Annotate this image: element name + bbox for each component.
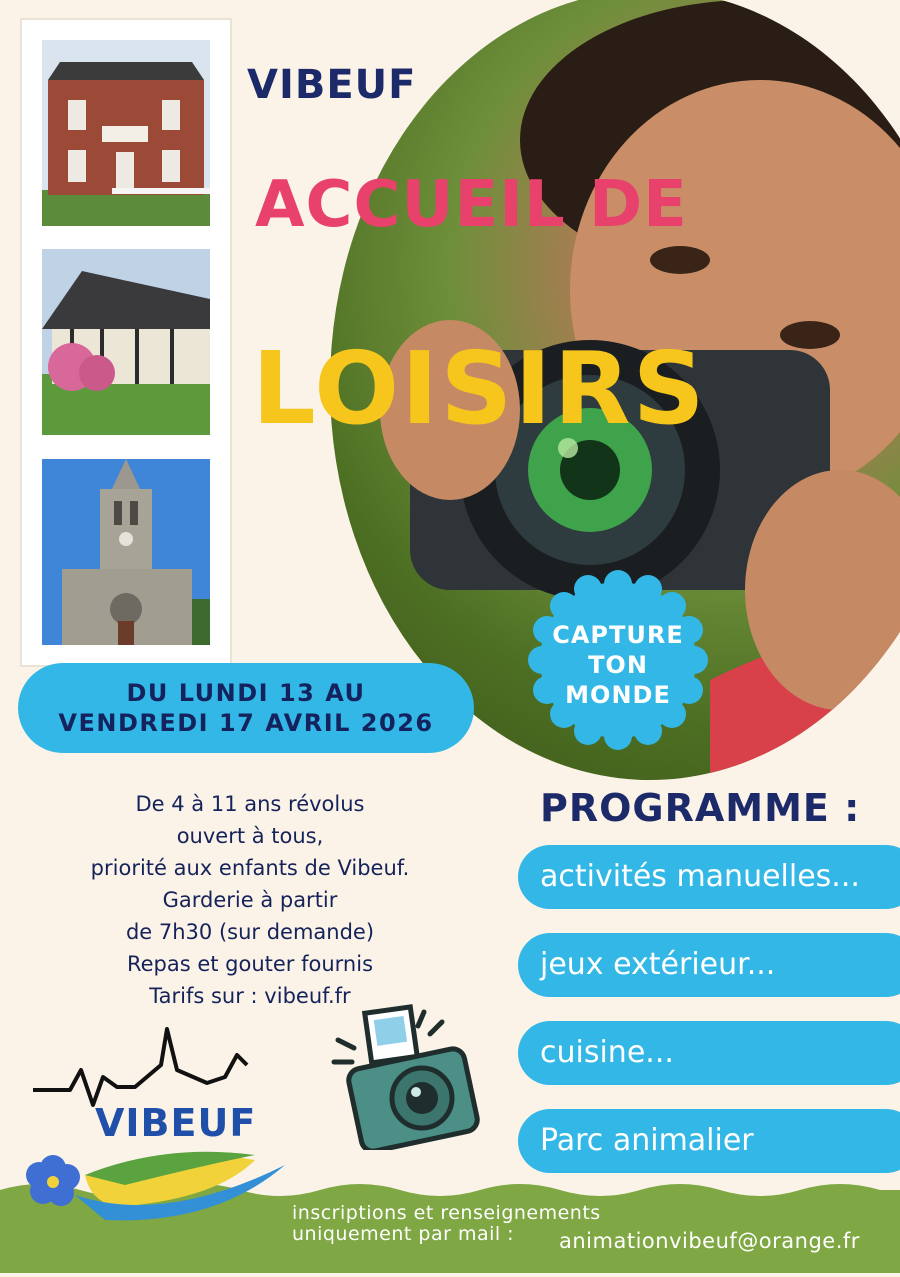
logo-text: VIBEUF — [95, 1101, 257, 1145]
info-line: Garderie à partir — [162, 888, 338, 912]
footer-text — [292, 1203, 601, 1245]
badge-line-2: TON — [588, 651, 648, 679]
dates-line-1: DU LUNDI 13 AU — [126, 679, 366, 707]
school-building-photo — [42, 40, 210, 226]
village-heading: VIBEUF — [247, 62, 417, 108]
photo-strip — [22, 20, 230, 665]
half-timbered-house-photo — [42, 249, 210, 435]
capture-badge — [528, 570, 708, 750]
camera-icon — [330, 1000, 490, 1150]
footer-line-2: uniquement par mail : — [292, 1223, 515, 1245]
programme-item-animal-park: Parc animalier — [518, 1109, 900, 1173]
info-line: ouvert à tous, — [176, 824, 324, 848]
dates-line-2: VENDREDI 17 AVRIL 2026 — [58, 709, 434, 737]
badge-line-3: MONDE — [565, 681, 671, 709]
info-line: priorité aux enfants de Vibeuf. — [90, 856, 410, 880]
title-line-1: ACCUEIL DE — [255, 168, 688, 242]
dates-banner — [18, 663, 474, 753]
info-line: Tarifs sur : vibeuf.fr — [149, 984, 351, 1008]
info-block — [40, 788, 460, 1012]
programme-item-cooking: cuisine... — [518, 1021, 900, 1085]
title-line-2: LOISIRS — [252, 330, 707, 447]
footer-email[interactable]: animationvibeuf@orange.fr — [559, 1229, 860, 1253]
programme-title: PROGRAMME : — [540, 786, 861, 830]
programme-item-activities: activités manuelles... — [518, 845, 900, 909]
programme-item-games: jeux extérieur... — [518, 933, 900, 997]
info-line: de 7h30 (sur demande) — [125, 920, 375, 944]
vibeuf-logo — [15, 1025, 295, 1230]
badge-line-1: CAPTURE — [552, 621, 684, 649]
footer-line-1: inscriptions et renseignements — [292, 1202, 601, 1224]
info-line: Repas et gouter fournis — [126, 952, 374, 976]
church-photo — [42, 459, 210, 645]
info-line: De 4 à 11 ans révolus — [135, 792, 365, 816]
